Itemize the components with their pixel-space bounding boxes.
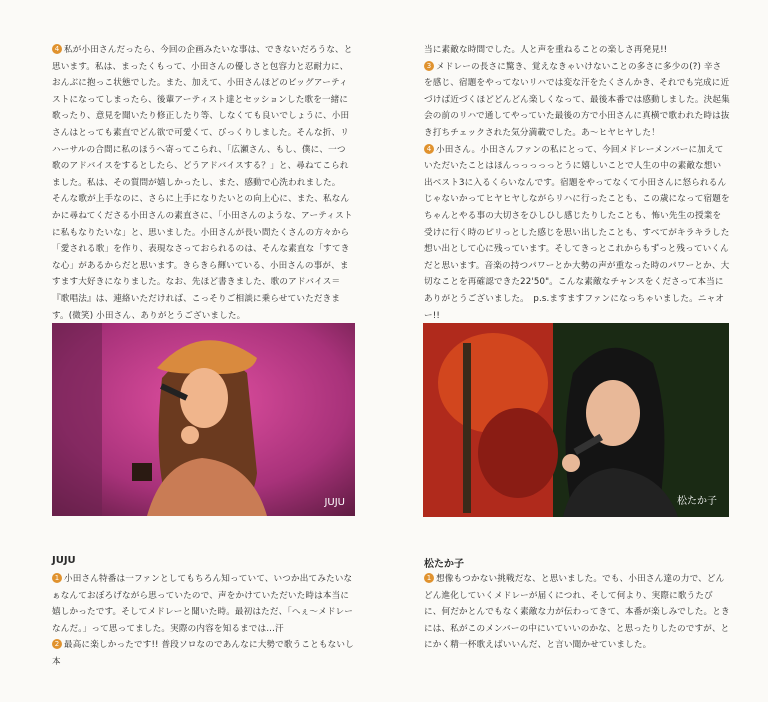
paragraph: 3 メドレーの長さに驚き、覚えなきゃいけないことの多さに多少の(?) 辛さを感じ、宿題をやってないリハでは変な汗をたくさんかき、それでも完成に近づけば近づくほどどんどん楽しくなって、最後本番では感動しました。決起集会の前のリハで通してやっていた最後の方で小田さんに真横で歌われた時は抜き打ちチェックされた気分満載でした。あ～ヒヤヒヤした！ [424,61,730,138]
matsu-text [424,571,730,654]
artist-name-juju: JUJU [52,555,76,566]
photo-caption: JUJU [324,497,345,508]
paragraph: そんな歌が上手なのに、さらに上手になりたいとの向上心に、また、私なんかに尋ねてくださる小田さんの素直さに、「小田さんのような、アーティストに私もなりたいな」と、思いました。小田さんが長い間たくさんの方々から「愛される歌」を作り、表現なさっておられるのは、そんな素直な「すてきな心」があるからだと思います。きらきら輝いている、小田さんの事が、ますます大好きになりました。なお、先ほど書きました、歌のアドバイス＝『歌唱法』は、連絡いただければ、こっそりご相談に乗らせていただきます。(微笑) 小田さん、ありがとうございました。 [52,194,353,321]
right-top-text [424,42,730,324]
left-top-text [52,42,354,324]
photo-juju [52,323,355,516]
singer-photo-illustration [423,323,729,517]
photo-caption: 松たか子 [677,496,717,507]
number-badge: 4 [424,144,434,154]
number-badge: 1 [52,573,62,583]
juju-text [52,571,354,671]
paragraph: 4 私が小田さんだったら、今回の企画みたいな事は、できないだろうな、と思います。私は、まったくもって、小田さんの優しさと包容力と忍耐力に、おんぶに抱っこ状態でした。また、加えて、小田さんほどのビッグアーティストになってしまったら、後輩アーティスト達とセッションした歌を一緒に歌ったり、意見を聞いたり修正したり等、しなくても良いでしょうに、小田さんはとっても素直でどん欲で可愛くて、びっくりしました。そんな折、リハーサルの合間に私のほうへ寄ってこられ、「広瀬さん、もし、僕に、一つ歌のアドバイスをするとしたら、どうアドバイスする？」と、尋ねてこられました。私は、その質問が嬉しかったし、また、感動で心洗われました。 [52,45,353,188]
photo-matsu [423,323,729,517]
number-badge: 1 [424,573,434,583]
paragraph: 2 最高に楽しかったです!! 普段ソロなのであんなに大勢で歌うこともないし本 [52,640,354,667]
paragraph: 1 想像もつかない挑戦だな、と思いました。でも、小田さん達の力で、どんどん進化していくメドレーが届くにつれ、そして何より、実際に歌うたびに、何だかとんでもなく素敵な力が伝わってきて、本番が楽しみでした。ときには、私がこのメンバーの中にいていいのかな、と思ったりしたのですが、とにかく精一杯歌えばいいんだ、と言い聞かせていました。 [424,574,730,651]
paragraph: 1 小田さん特番は一ファンとしてもちろん知っていて、いつか出てみたいなぁなんておぼろげながら思っていたので、声をかけていただいた時は本当に嬉しかったです。そしてメドレーと聞いた時。最初はただ、「へぇ～メドレーなんだ。」って思ってました。実際の内容を知るまでは…汗 [52,574,354,634]
artist-name-matsu: 松たか子 [424,559,464,570]
number-badge: 2 [52,639,62,649]
paragraph: 4 小田さん。小田さんファンの私にとって、今回メドレーメンバーに加えていただいたことはほんっっっっっとうに嬉しいことで人生の中の素敵な想い出ベスト3に入るくらいなんです。宿題をやってなくて小田さんに怒られるんじゃないかってヒヤヒヤしながらリハに行ったことも、この歳になって宿題をちゃんとやる事の大切さをひしひし感じたりしたことも、怖い先生の授業を受けに行く時のピリっとした感じを思い出したことも、すべてがキラキラした想い出として心に残っています。そしてきっとこれからもずっと残っていくんだと思います。音楽の持つパワーとか大勢の声が重なった時のパワーとか、大切なことを再確認できた22'50"。こんな素敵なチャンスをくださって本当にありがとうございました。 p.s.ますますファンになっちゃいました。ニャオー!! [424,144,730,321]
number-badge: 3 [424,61,434,71]
number-badge: 4 [52,44,62,54]
paragraph: 当に素敵な時間でした。人と声を重ねることの楽しさ再発見!! [424,45,668,55]
singer-photo-illustration [52,323,355,516]
